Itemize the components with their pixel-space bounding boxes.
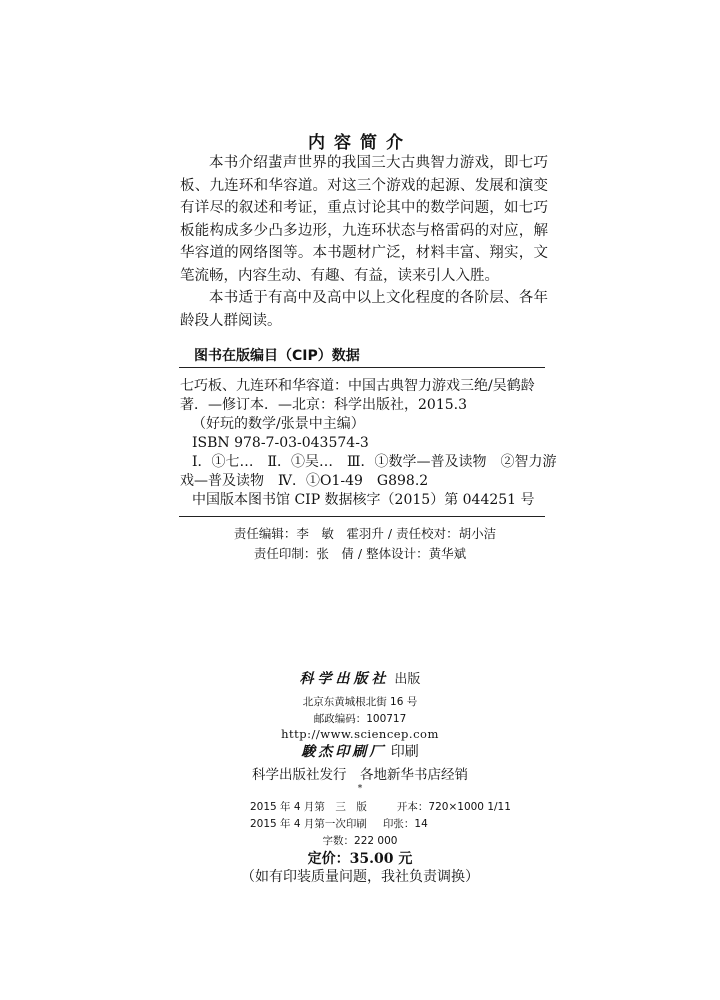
cip-bottom-rule xyxy=(179,516,545,517)
intro-title: 内容简介 xyxy=(308,133,412,153)
publisher-url: http://www.sciencep.com xyxy=(281,727,439,741)
cip-line: 著．—修订本．—北京：科学出版社，2015.3 xyxy=(180,397,467,413)
publisher-action: 出版 xyxy=(394,672,421,687)
price: 定价：35.00 元 xyxy=(307,851,413,867)
credits xyxy=(0,524,720,564)
printer-action: 印刷 xyxy=(390,744,419,760)
publisher-address: 北京东黄城根北街 16 号 xyxy=(302,696,418,708)
spec-format: 开本：720×1000 1/11 xyxy=(396,801,511,813)
spec-row-printing xyxy=(250,816,428,831)
intro-paragraph: 本书介绍蜚声世界的我国三大古典智力游戏，即七巧板、九连环和华容道。对这三个游戏的起源、发展和演变有详尽的叙述和考证，重点讨论其中的数学问题，如七巧板能构成多少凸多边形，九连环状态与格雷码的对应，解华容道的网络图等。本书题材广泛，材料丰富、翔实，文笔流畅，内容生动、有趣、有益，读来引人入胜。 xyxy=(180,155,548,284)
spec-sheets: 印张：14 xyxy=(382,818,428,830)
cip-line: （好玩的数学/张景中主编） xyxy=(192,416,365,432)
publisher-line xyxy=(0,668,720,688)
cip-line: 戏—普及读物 Ⅳ．①O1-49 G898.2 xyxy=(180,473,429,489)
cip-heading: 图书在版编目（CIP）数据 xyxy=(194,348,360,364)
spec-printing: 2015 年 4 月第一次印刷 xyxy=(250,818,367,830)
spec-row-edition xyxy=(250,799,511,814)
intro-text xyxy=(180,152,548,332)
cip-body xyxy=(180,377,557,510)
intro-paragraph: 本书适于有高中及高中以上文化程度的各阶层、各年龄段人群阅读。 xyxy=(180,290,548,329)
cip-record: 中国版本图书馆 CIP 数据核字（2015）第 044251 号 xyxy=(192,492,535,508)
spec-wordcount: 字数：222 000 xyxy=(322,835,398,847)
publisher-postcode: 邮政编码：100717 xyxy=(313,713,407,725)
credits-production: 责任印制：张 倩 / 整体设计：黄华斌 xyxy=(253,546,467,561)
distribution: 科学出版社发行 各地新华书店经销 xyxy=(252,767,468,783)
spec-edition: 2015 年 4 月第 三 版 xyxy=(250,801,367,813)
cip-top-rule xyxy=(179,367,545,368)
printer-logo: 駿杰印刷厂 xyxy=(301,744,387,760)
cip-line: ISBN 978-7-03-043574-3 xyxy=(192,435,369,451)
printer-line xyxy=(0,741,720,761)
separator-star: * xyxy=(357,784,363,794)
credits-editors: 责任编辑：李 敏 霍羽升 / 责任校对：胡小洁 xyxy=(233,526,497,541)
cip-line: Ⅰ．①七… Ⅱ．①吴… Ⅲ．①数学—普及读物 ②智力游 xyxy=(192,454,557,470)
quality-note: （如有印装质量问题，我社负责调换） xyxy=(241,869,479,885)
cip-line: 七巧板、九连环和华容道：中国古典智力游戏三绝/吴鹤龄 xyxy=(180,378,535,394)
publisher-logo: 科学出版社 xyxy=(299,671,390,687)
